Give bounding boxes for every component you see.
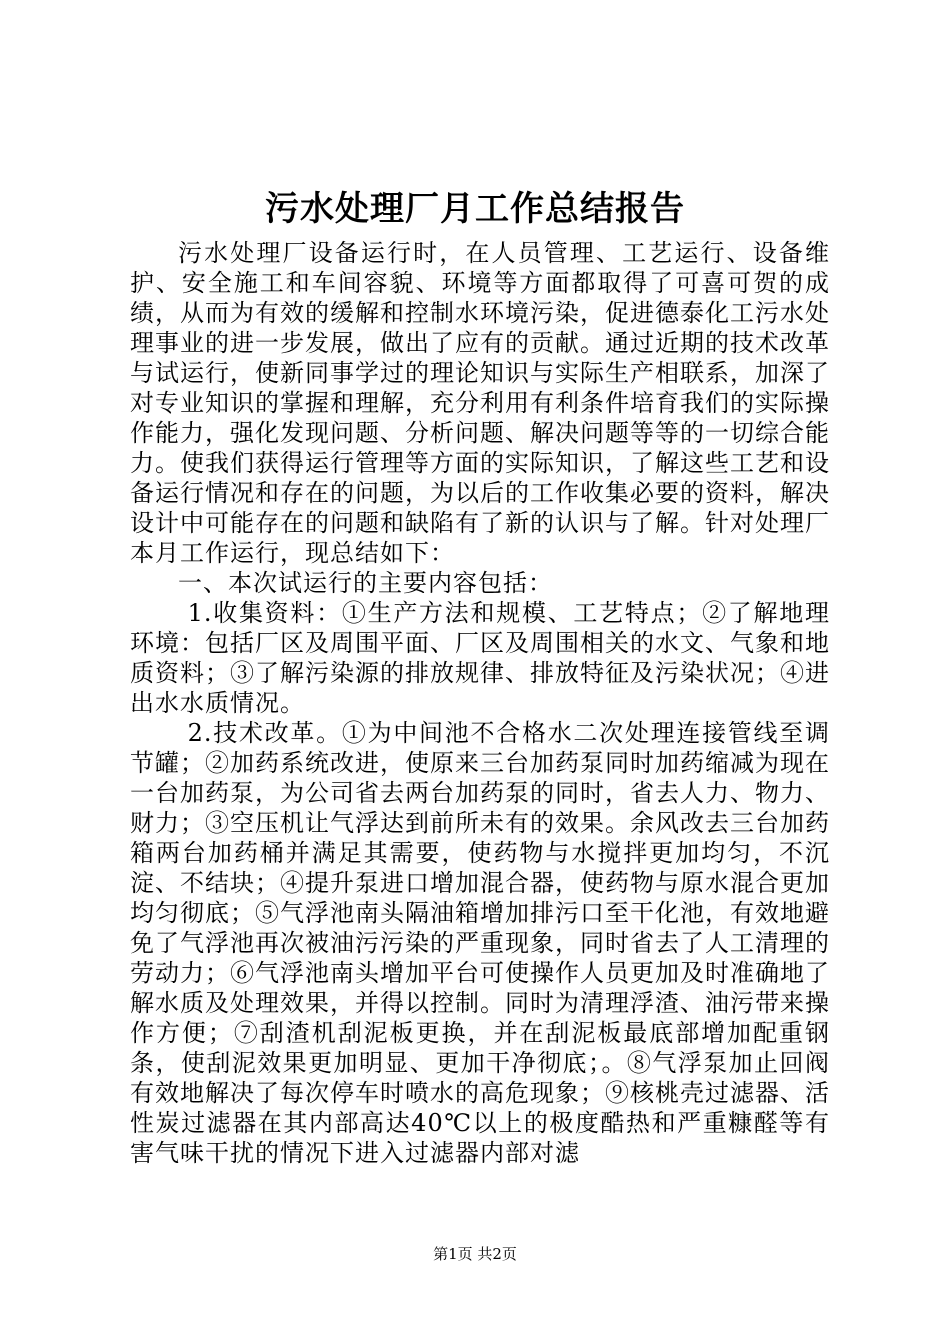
document-title: 污水处理厂月工作总结报告: [265, 189, 685, 229]
list-item-technical-reform: 2.技术改革。①为中间池不合格水二次处理连接管线至调节罐；②加药系统改进，使原来三台加药泵同时加药缩减为现在一台加药泵，为公司省去两台加药泵的同时，省去人力、物力、财力；③空压机让气浮达到前所未有的效果。余风改去三台加药箱两台加药桶并满足其需要，使药物与水搅拌更加均匀，不沉淀、不结块；④提升泵进口增加混合器，使药物与原水混合更加均匀彻底；⑤气浮池南头隔油箱增加排污口至干化池，有效地避免了气浮池再次被油污污染的严重现象，同时省去了人工清理的劳动力；⑥气浮池南头增加平台可使操作人员更加及时准确地了解水质及处理效果，并得以控制。同时为清理浮渣、油污带来操作方便；⑦刮渣机刮泥板更换，并在刮泥板最底部增加配重钢条，使刮泥效果更加明显、更加干净彻底；。⑧气浮泵加止回阀有效地解决了每次停车时喷水的高危现象；⑨核桃壳过滤器、活性炭过滤器在其内部高达40℃以上的极度酷热和严重糠醛等有害气味干扰的情况下进入过滤器内部对滤: [130, 719, 830, 1167]
page-number-footer: 第1页 共2页: [433, 1245, 517, 1263]
intro-paragraph: 污水处理厂设备运行时，在人员管理、工艺运行、设备维护、安全施工和车间容貌、环境等方面都取得了可喜可贺的成绩，从而为有效的缓解和控制水环境污染，促进德泰化工污水处理事业的进一步发展，做出了应有的贡献。通过近期的技术改革与试运行，使新同事学过的理论知识与实际生产相联系，加深了对专业知识的掌握和理解，充分利用有利条件培育我们的实际操作能力，强化发现问题、分析问题、解决问题等等的一切综合能力。使我们获得运行管理等方面的实际知识，了解这些工艺和设备运行情况和存在的问题，为以后的工作收集必要的资料，解决设计中可能存在的问题和缺陷有了新的认识与了解。针对处理厂本月工作运行，现总结如下：: [130, 239, 830, 567]
list-item-collect-data: 1.收集资料：①生产方法和规模、工艺特点；②了解地理环境：包括厂区及周围平面、厂区及周围相关的水文、气象和地质资料；③了解污染源的排放规律、排放特征及污染状况；④进出水水质情况。: [130, 599, 830, 717]
section-heading: 一、本次试运行的主要内容包括：: [178, 569, 553, 597]
document-body: [130, 238, 830, 1168]
